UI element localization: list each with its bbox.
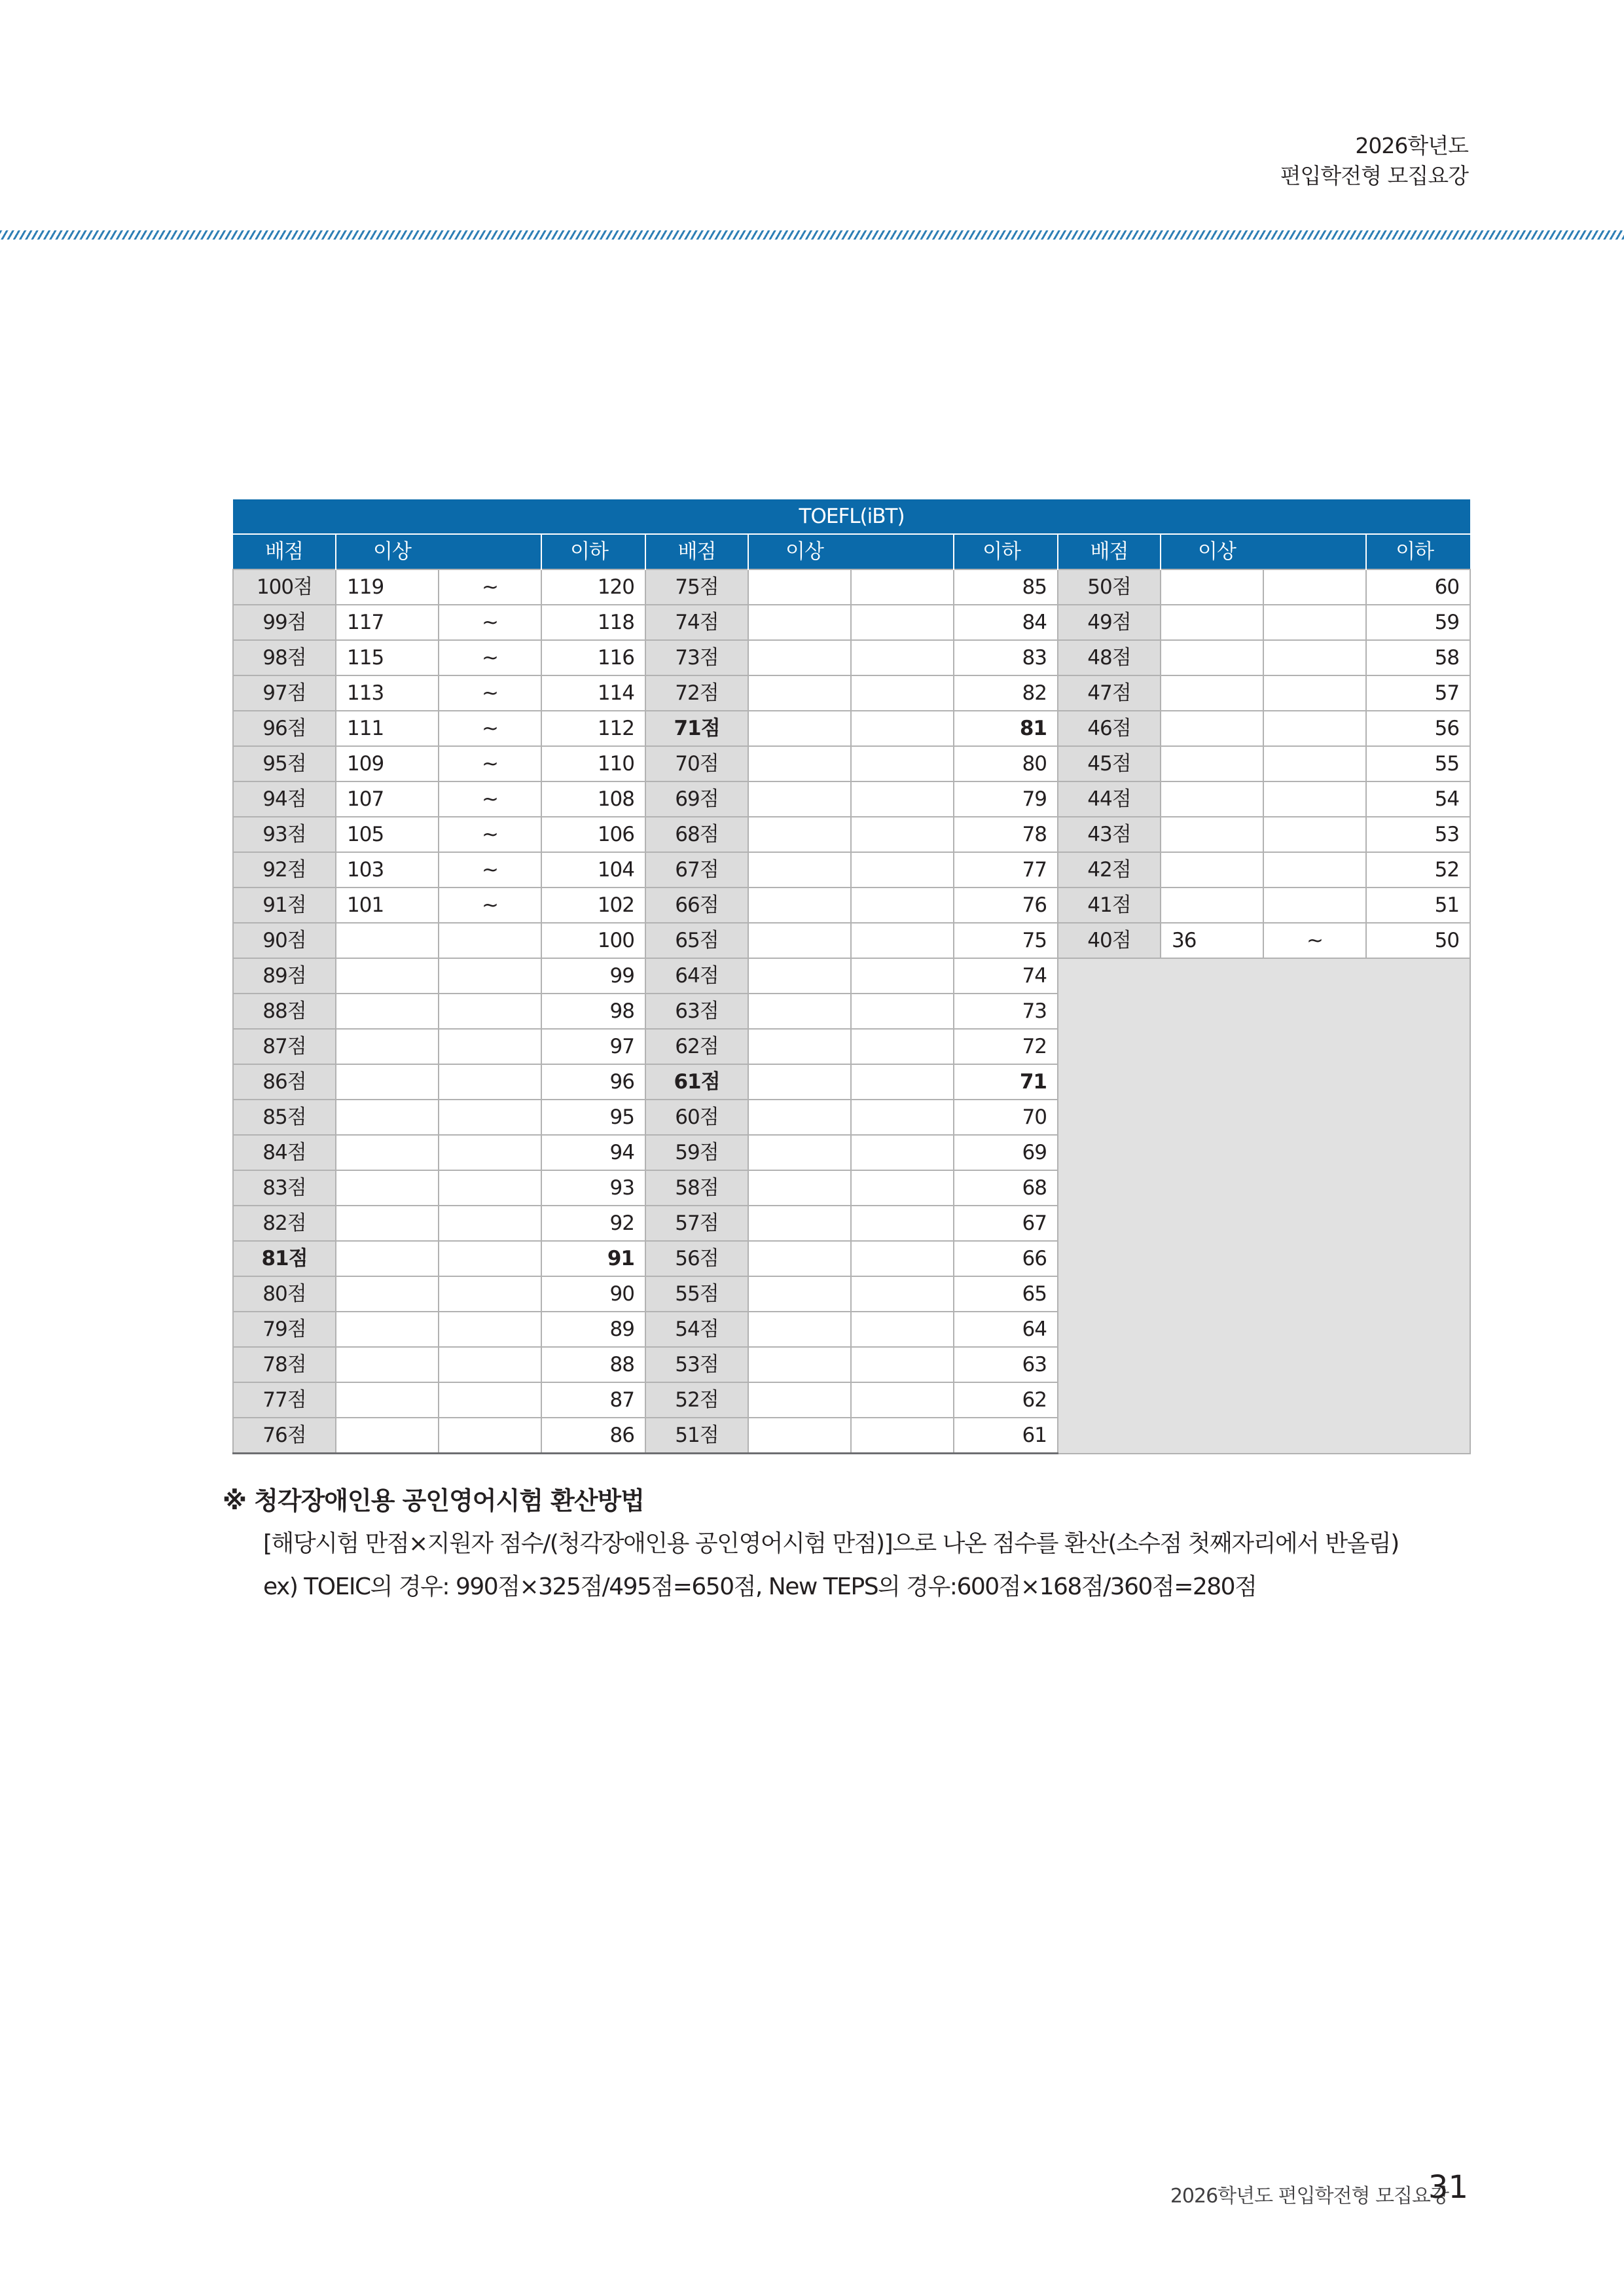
cell-tilde [851,958,954,994]
cell-min [748,1241,851,1276]
header-title: 편입학전형 모집요강 [1280,163,1468,188]
cell-min [336,958,439,994]
cell-max: 75 [954,923,1058,958]
cell-min: 117 [336,605,439,640]
cell-tilde [439,1241,541,1276]
cell-score: 84점 [233,1135,336,1170]
cell-min [748,711,851,746]
cell-max: 104 [541,852,645,888]
cell-score: 57점 [645,1206,748,1241]
cell-score: 59점 [645,1135,748,1170]
table-row [233,958,1470,994]
cell-tilde [851,1135,954,1170]
cell-tilde: ~ [439,781,541,817]
header-min: 이상 [748,534,954,569]
cell-tilde [1263,640,1366,675]
table-row [233,605,1470,640]
cell-min [1161,569,1263,605]
cell-score: 83점 [233,1170,336,1206]
cell-max: 86 [541,1418,645,1454]
cell-min: 105 [336,817,439,852]
cell-max: 93 [541,1170,645,1206]
header-min: 이상 [1161,534,1366,569]
cell-min [748,1135,851,1170]
cell-tilde [851,1100,954,1135]
cell-score: 88점 [233,994,336,1029]
cell-tilde [851,1029,954,1064]
cell-score: 50점 [1058,569,1161,605]
cell-min: 101 [336,888,439,923]
cell-max: 64 [954,1312,1058,1347]
cell-score: 93점 [233,817,336,852]
cell-score: 48점 [1058,640,1161,675]
cell-max: 76 [954,888,1058,923]
cell-tilde [439,1382,541,1418]
cell-max: 51 [1366,888,1470,923]
cell-tilde: ~ [439,711,541,746]
cell-tilde [1263,852,1366,888]
cell-score: 98점 [233,640,336,675]
cell-min [1161,746,1263,781]
cell-max: 70 [954,1100,1058,1135]
cell-max: 53 [1366,817,1470,852]
document-header [1280,131,1468,191]
cell-score: 95점 [233,746,336,781]
cell-max: 92 [541,1206,645,1241]
cell-tilde: ~ [439,605,541,640]
cell-min: 119 [336,569,439,605]
cell-max: 106 [541,817,645,852]
cell-max: 54 [1366,781,1470,817]
cell-max: 52 [1366,852,1470,888]
cell-max: 116 [541,640,645,675]
cell-max: 62 [954,1382,1058,1418]
cell-score: 49점 [1058,605,1161,640]
cell-max: 63 [954,1347,1058,1382]
cell-min [336,1382,439,1418]
cell-min [748,675,851,711]
cell-max: 94 [541,1135,645,1170]
cell-max: 55 [1366,746,1470,781]
toefl-score-table [232,499,1471,1454]
cell-score: 91점 [233,888,336,923]
cell-tilde [1263,711,1366,746]
cell-max: 91 [541,1241,645,1276]
cell-min [1161,675,1263,711]
cell-tilde: ~ [1263,923,1366,958]
cell-tilde [439,958,541,994]
cell-min [1161,711,1263,746]
footer-text: 2026학년도 편입학전형 모집요강 [1170,2185,1449,2208]
cell-tilde [1263,569,1366,605]
cell-max: 77 [954,852,1058,888]
cell-max: 108 [541,781,645,817]
cell-tilde [851,817,954,852]
cell-min [748,1170,851,1206]
cell-score: 47점 [1058,675,1161,711]
cell-tilde [439,1347,541,1382]
cell-max: 90 [541,1276,645,1312]
cell-max: 65 [954,1276,1058,1312]
cell-max: 88 [541,1347,645,1382]
cell-min: 115 [336,640,439,675]
cell-tilde [439,923,541,958]
cell-min [336,1206,439,1241]
cell-max: 82 [954,675,1058,711]
cell-tilde [439,1276,541,1312]
table-row [233,817,1470,852]
cell-tilde: ~ [439,852,541,888]
header-score: 배점 [1058,534,1161,569]
cell-score: 55점 [645,1276,748,1312]
cell-max: 67 [954,1206,1058,1241]
cell-score: 51점 [645,1418,748,1454]
cell-tilde: ~ [439,640,541,675]
header-stripe-divider [0,230,1624,240]
note-title: ※ 청각장애인용 공인영어시험 환산방법 [223,1486,644,1515]
cell-tilde [851,1347,954,1382]
table-row [233,923,1470,958]
cell-min: 113 [336,675,439,711]
cell-max: 112 [541,711,645,746]
cell-tilde [439,1170,541,1206]
cell-tilde: ~ [439,746,541,781]
header-score: 배점 [233,534,336,569]
cell-score: 82점 [233,1206,336,1241]
cell-tilde [439,1206,541,1241]
table-caption: TOEFL(iBT) [233,499,1470,534]
cell-max: 58 [1366,640,1470,675]
cell-score: 46점 [1058,711,1161,746]
cell-score: 53점 [645,1347,748,1382]
cell-min [748,781,851,817]
cell-score: 90점 [233,923,336,958]
cell-score: 78점 [233,1347,336,1382]
cell-score: 69점 [645,781,748,817]
cell-max: 85 [954,569,1058,605]
cell-score: 61점 [645,1064,748,1100]
cell-tilde [851,640,954,675]
cell-min [336,1418,439,1454]
cell-tilde [851,746,954,781]
cell-score: 67점 [645,852,748,888]
cell-min [748,640,851,675]
page-number: 31 [1428,2169,1468,2206]
cell-min [1161,852,1263,888]
cell-max: 69 [954,1135,1058,1170]
cell-tilde: ~ [439,675,541,711]
cell-min [748,1029,851,1064]
cell-score: 75점 [645,569,748,605]
cell-min [748,852,851,888]
cell-score: 62점 [645,1029,748,1064]
cell-max: 68 [954,1170,1058,1206]
cell-score: 87점 [233,1029,336,1064]
cell-tilde [1263,746,1366,781]
table-row [233,852,1470,888]
cell-score: 44점 [1058,781,1161,817]
cell-min [336,1241,439,1276]
cell-tilde [1263,605,1366,640]
cell-tilde [1263,675,1366,711]
cell-score: 79점 [233,1312,336,1347]
cell-tilde [439,994,541,1029]
header-min: 이상 [336,534,541,569]
cell-min [748,1312,851,1347]
cell-max: 72 [954,1029,1058,1064]
cell-tilde [1263,781,1366,817]
cell-max: 87 [541,1382,645,1418]
cell-score: 68점 [645,817,748,852]
cell-score: 45점 [1058,746,1161,781]
cell-tilde: ~ [439,817,541,852]
cell-score: 89점 [233,958,336,994]
cell-score: 80점 [233,1276,336,1312]
cell-score: 99점 [233,605,336,640]
cell-min [1161,640,1263,675]
cell-tilde [851,781,954,817]
cell-min [748,994,851,1029]
cell-max: 78 [954,817,1058,852]
cell-min [748,569,851,605]
cell-max: 83 [954,640,1058,675]
cell-tilde [851,605,954,640]
cell-tilde [1263,817,1366,852]
cell-min [336,994,439,1029]
cell-tilde [439,1135,541,1170]
table-row [233,781,1470,817]
cell-tilde [851,1418,954,1454]
cell-max: 114 [541,675,645,711]
cell-score: 94점 [233,781,336,817]
cell-score: 52점 [645,1382,748,1418]
cell-max: 81 [954,711,1058,746]
cell-min [748,1347,851,1382]
cell-tilde [851,675,954,711]
cell-score: 76점 [233,1418,336,1454]
cell-min [336,1135,439,1170]
cell-min [336,1029,439,1064]
cell-min [1161,781,1263,817]
cell-tilde [851,1064,954,1100]
cell-max: 98 [541,994,645,1029]
cell-score: 63점 [645,994,748,1029]
header-max: 이하 [1366,534,1470,569]
cell-max: 95 [541,1100,645,1135]
cell-score: 70점 [645,746,748,781]
cell-max: 50 [1366,923,1470,958]
table-row [233,640,1470,675]
cell-max: 61 [954,1418,1058,1454]
cell-min [748,923,851,958]
cell-tilde [851,569,954,605]
cell-score: 42점 [1058,852,1161,888]
cell-score: 100점 [233,569,336,605]
cell-tilde [851,1170,954,1206]
cell-tilde [851,1312,954,1347]
cell-tilde [439,1029,541,1064]
cell-min [748,1276,851,1312]
cell-max: 110 [541,746,645,781]
header-max: 이하 [541,534,645,569]
cell-score: 85점 [233,1100,336,1135]
cell-min [336,1064,439,1100]
cell-score: 66점 [645,888,748,923]
cell-min [748,1064,851,1100]
cell-min [748,1382,851,1418]
table-header-row [233,534,1470,569]
cell-min [1161,605,1263,640]
cell-score: 65점 [645,923,748,958]
table-row [233,569,1470,605]
cell-score: 73점 [645,640,748,675]
cell-tilde [851,1276,954,1312]
cell-score: 56점 [645,1241,748,1276]
cell-max: 118 [541,605,645,640]
cell-tilde [439,1312,541,1347]
cell-score: 92점 [233,852,336,888]
cell-score: 54점 [645,1312,748,1347]
cell-max: 120 [541,569,645,605]
cell-min [748,746,851,781]
cell-tilde: ~ [439,888,541,923]
cell-score: 77점 [233,1382,336,1418]
cell-min: 36 [1161,923,1263,958]
header-max: 이하 [954,534,1058,569]
cell-min [336,1170,439,1206]
cell-max: 89 [541,1312,645,1347]
cell-min [336,1276,439,1312]
cell-score: 58점 [645,1170,748,1206]
cell-max: 80 [954,746,1058,781]
cell-max: 74 [954,958,1058,994]
cell-score: 64점 [645,958,748,994]
table-row [233,711,1470,746]
cell-score: 41점 [1058,888,1161,923]
cell-tilde [439,1100,541,1135]
cell-min [1161,888,1263,923]
cell-max: 60 [1366,569,1470,605]
cell-score: 71점 [645,711,748,746]
cell-min [748,817,851,852]
cell-max: 57 [1366,675,1470,711]
cell-tilde [851,1382,954,1418]
header-score: 배점 [645,534,748,569]
note-formula: [해당시험 만점×지원자 점수/(청각장애인용 공인영어시험 만점)]으로 나온 점수를 환산(소수점 첫째자리에서 반올림) [263,1530,1399,1557]
header-year: 2026학년도 [1355,133,1468,158]
cell-max: 97 [541,1029,645,1064]
cell-max: 102 [541,888,645,923]
cell-tilde [1263,888,1366,923]
cell-max: 79 [954,781,1058,817]
cell-max: 71 [954,1064,1058,1100]
cell-min [748,958,851,994]
cell-score: 97점 [233,675,336,711]
cell-score: 40점 [1058,923,1161,958]
cell-min [336,1347,439,1382]
cell-max: 84 [954,605,1058,640]
cell-score: 60점 [645,1100,748,1135]
cell-tilde [851,994,954,1029]
cell-score: 86점 [233,1064,336,1100]
cell-min [748,1418,851,1454]
cell-min [748,1100,851,1135]
cell-max: 96 [541,1064,645,1100]
cell-min [748,888,851,923]
cell-min [748,605,851,640]
cell-tilde [851,1206,954,1241]
cell-tilde [439,1418,541,1454]
cell-min: 109 [336,746,439,781]
table-row [233,888,1470,923]
cell-max: 100 [541,923,645,958]
cell-tilde [851,888,954,923]
cell-max: 99 [541,958,645,994]
cell-min [748,1206,851,1241]
cell-score: 43점 [1058,817,1161,852]
cell-tilde [851,711,954,746]
cell-tilde [851,852,954,888]
cell-score: 74점 [645,605,748,640]
cell-max: 59 [1366,605,1470,640]
cell-tilde [851,1241,954,1276]
cell-max: 56 [1366,711,1470,746]
note-example: ex) TOEIC의 경우: 990점×325점/495점=650점, New TEPS의 경우:600점×168점/360점=280점 [263,1573,1257,1600]
cell-tilde [851,923,954,958]
table-row [233,675,1470,711]
table-row [233,746,1470,781]
cell-max: 66 [954,1241,1058,1276]
cell-tilde: ~ [439,569,541,605]
cell-min [1161,817,1263,852]
cell-min: 107 [336,781,439,817]
cell-score: 96점 [233,711,336,746]
cell-max: 73 [954,994,1058,1029]
cell-tilde [439,1064,541,1100]
cell-min: 103 [336,852,439,888]
cell-min [336,1312,439,1347]
empty-area [1058,958,1470,1454]
cell-min [336,923,439,958]
cell-score: 81점 [233,1241,336,1276]
cell-min [336,1100,439,1135]
cell-min: 111 [336,711,439,746]
cell-score: 72점 [645,675,748,711]
